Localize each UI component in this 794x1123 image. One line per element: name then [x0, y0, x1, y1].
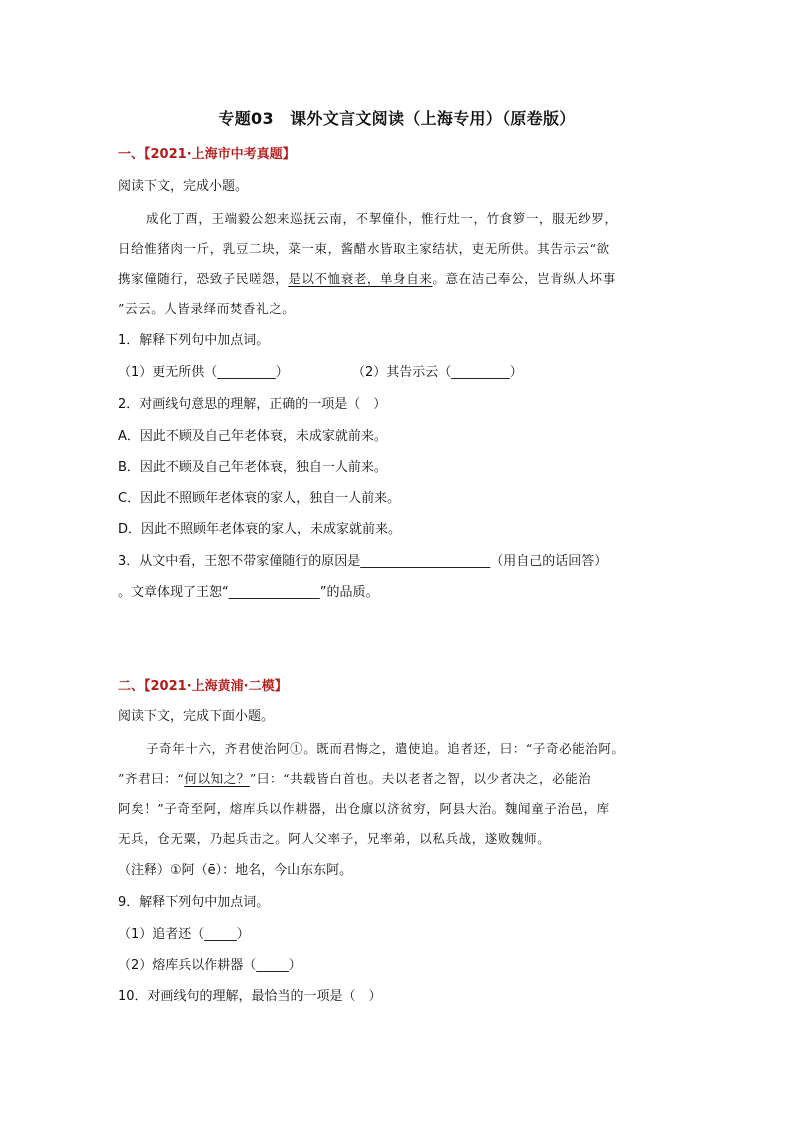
s1-passage-line-4: ”云云。人皆录绎而焚香礼之。: [118, 301, 296, 316]
s1-question-3-line-1: 3．从文中看，王恕不带家僮随行的原因是____________________（用自己的话回答）: [118, 554, 608, 569]
section-1-number: 一、: [118, 147, 145, 162]
s1-question-1-item-2: （2）其告示云（_________）: [352, 365, 523, 380]
s1-passage-line-1: 成化丁酉，王端毅公恕来巡抚云南，不挈僮仆，惟行灶一，竹食箩一，服无纱罗，: [146, 211, 618, 226]
s2-question-10: 10．对画线句的理解，最恰当的一项是（ ）: [118, 989, 382, 1004]
s2-question-9-item-2: （2）熔库兵以作耕器（_____）: [118, 958, 302, 973]
section-2-intro: 阅读下文，完成下面小题。: [118, 709, 275, 724]
s1-passage-line-2: 日给惟猪肉一斤，乳豆二块，菜一束，酱醋水皆取主家结状，吏无所供。其告示云“欲: [118, 241, 610, 256]
section-2-number: 二、: [118, 679, 145, 694]
s1-question-1: 1．解释下列句中加点词。: [118, 333, 270, 348]
document-title: 专题03 课外文言文阅读（上海专用）（原卷版）: [218, 109, 576, 128]
s2-passage-line-4: 无兵，仓无粟，乃起兵击之。阿人父率子，兄率弟，以私兵战，遂败魏师。: [118, 831, 551, 846]
s2-question-9-item-1: （1）追者还（_____）: [118, 927, 250, 942]
s1-passage-line-3b: 。意在洁己奉公，岂肯纵人坏事: [432, 271, 616, 286]
s2-passage-line-2a: ”齐君曰：“: [118, 771, 185, 786]
s1-question-2: 2．对画线句意思的理解，正确的一项是（ ）: [118, 397, 387, 412]
s1-option-a: A．因此不顾及自己年老体衰，未成家就前来。: [118, 429, 387, 444]
s1-question-1-item-1: （1）更无所供（_________）: [118, 365, 289, 380]
section-1-intro: 阅读下文，完成小题。: [118, 179, 249, 194]
s2-passage-line-2b: ”曰：“共载皆白首也。夫以老者之智，以少者决之，必能治: [249, 771, 592, 786]
section-2-source-tag: 【2021·上海黄浦·二模】: [144, 679, 288, 694]
s2-passage-line-1: 子奇年十六，齐君使治阿①。既而君悔之，遣使追。追者还，曰：“子奇必能治阿。: [146, 741, 625, 756]
section-1-source-tag: 【2021·上海市中考真题】: [144, 147, 296, 162]
s1-option-b: B．因此不顾及自己年老体衰，独自一人前来。: [118, 460, 387, 475]
s2-underlined-sentence: 何以知之？: [184, 771, 250, 786]
s1-passage-line-3a: 携家僮随行，恐致子民嗟怨，: [118, 271, 289, 286]
s2-annotation: （注释）①阿（ē）：地名，今山东东阿。: [118, 863, 353, 878]
s2-passage-line-2: [118, 770, 591, 788]
s1-underlined-sentence: 是以不恤衰老，单身自来: [288, 271, 433, 286]
s1-option-c: C．因此不照顾年老体衰的家人，独自一人前来。: [118, 491, 401, 506]
s1-question-3-line-2: 。文章体现了王恕“______________”的品质。: [118, 585, 379, 600]
section-1-heading: [118, 146, 296, 164]
s2-passage-line-3: 阿矣！”子奇至阿，熔库兵以作耕器，出仓廪以济贫穷，阿县大治。魏闻童子治邑，库: [118, 801, 610, 816]
s1-option-d: D．因此不照顾年老体衰的家人，未成家就前来。: [118, 522, 402, 537]
s1-passage-line-3: [118, 270, 616, 288]
s2-question-9: 9．解释下列句中加点词。: [118, 895, 270, 910]
section-2-heading: [118, 678, 288, 696]
